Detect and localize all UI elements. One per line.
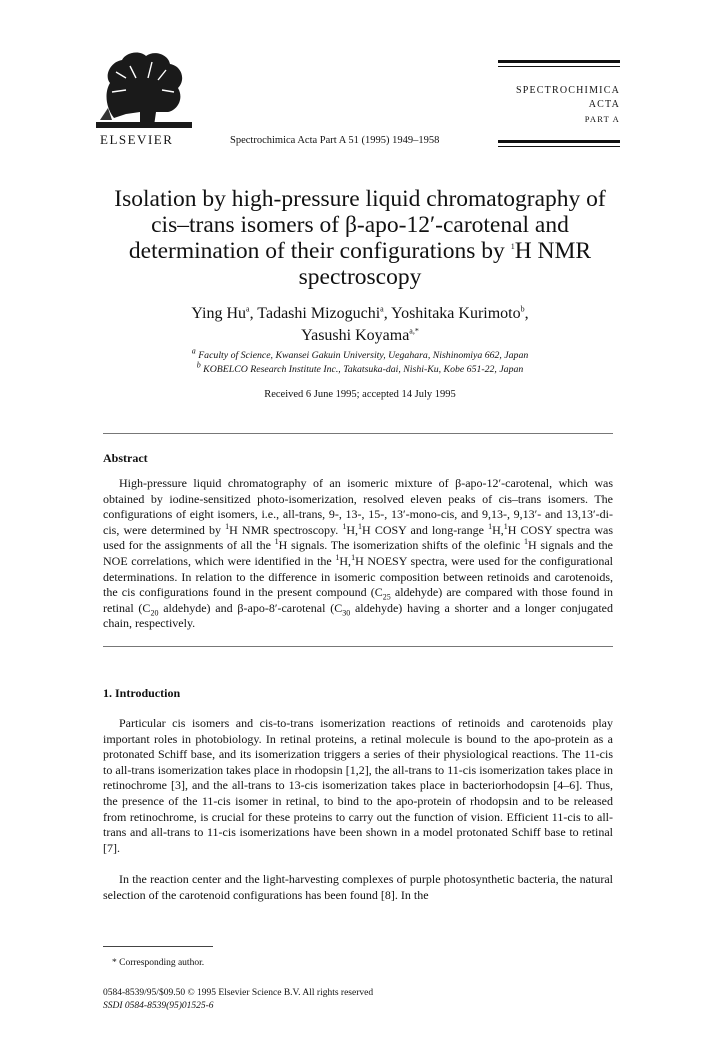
footnote: * Corresponding author. xyxy=(112,958,205,968)
journal-citation: Spectrochimica Acta Part A 51 (1995) 1949–1958 xyxy=(230,135,440,146)
superscript: 1 xyxy=(342,521,347,531)
journal-name-acta: ACTA xyxy=(588,99,620,110)
superscript: 1 xyxy=(503,521,508,531)
superscript: 1 xyxy=(351,552,356,562)
divider xyxy=(103,433,613,434)
text-run: aldehyde) are compared with those found in retinal (C xyxy=(103,585,614,615)
superscript: 1 xyxy=(358,521,363,531)
author-affiliation-mark: a xyxy=(380,304,384,314)
footnote-rule xyxy=(103,946,213,947)
paper-title xyxy=(90,186,630,290)
affiliation-mark: a xyxy=(191,346,196,356)
author-list xyxy=(90,303,630,347)
superscript: 1 xyxy=(488,521,493,531)
subscript: 30 xyxy=(342,608,351,618)
superscript: 1 xyxy=(510,242,515,252)
superscript: 1 xyxy=(225,521,230,531)
text-run: aldehyde) having a shorter and a longer conjugated chain, respectively. xyxy=(103,600,613,631)
author: , Yoshitaka Kurimoto xyxy=(383,305,521,322)
title-line: cis–trans isomers of β-apo-12′-carotenal and xyxy=(151,212,569,238)
text-run: H signals and the NOE correlations, which were identified in the xyxy=(103,538,613,568)
text-run: H COSY spectra was used for the assignments of all the xyxy=(103,522,613,553)
copyright-line: 0584-8539/95/$09.50 © 1995 Elsevier Science B.V. All rights reserved xyxy=(103,988,374,998)
divider xyxy=(103,646,613,647)
title-line: Isolation by high-pressure liquid chromatography of xyxy=(114,186,606,212)
header-rule xyxy=(498,146,620,147)
author: Yasushi Koyama xyxy=(301,327,410,344)
author: , Tadashi Mizoguchi xyxy=(249,305,381,322)
copyright-block xyxy=(103,987,373,1012)
journal-masthead xyxy=(500,64,620,126)
affiliation-text: Faculty of Science, Kwansei Gakuin University, Uegahara, Nishinomiya 662, Japan xyxy=(195,350,529,361)
affiliation-mark: b xyxy=(196,360,201,370)
text-run: aldehyde) and β-apo-8′-carotenal (C xyxy=(158,600,343,615)
publisher-name: ELSEVIER xyxy=(100,132,174,147)
abstract-heading: Abstract xyxy=(103,451,148,465)
separator: , xyxy=(524,305,529,322)
ssdi-line: SSDI 0584-8539(95)01525-6 xyxy=(103,1000,214,1011)
affiliation-a xyxy=(90,346,630,361)
header-rule xyxy=(498,60,620,63)
author-affiliation-mark: a,* xyxy=(409,326,419,336)
superscript: 1 xyxy=(524,537,529,547)
text-run: High-pressure liquid chromatography of an isomeric mixture of β-apo-12′-carotenal, which was obtained by iodine-sensitized photo-isomerization, resolved eleven peaks of cis–trans isomers. The configurations of eight isomers, i.e., all-trans, 9-, 13-, 15-, 13′-mono-cis, and 9,13-, 9,13′- and 13,13′-di-cis, were determined by xyxy=(103,476,613,537)
affiliation-text: KOBELCO Research Institute Inc., Takatsuka-dai, Nishi-Ku, Kobe 651-22, Japan xyxy=(200,364,524,375)
journal-part: PART A xyxy=(584,114,620,124)
introduction-heading: 1. Introduction xyxy=(103,686,181,700)
elsevier-logo xyxy=(96,48,192,128)
title-line: determination of their configurations by xyxy=(128,238,511,264)
text-run: H NOESY spectra, were used for the configurational determinations. In relation to the difference in isomeric composition between retinoids and carotenoids, the cis configurations found in the present compound (C xyxy=(103,553,613,600)
author-affiliation-mark: a xyxy=(246,304,250,314)
subscript: 25 xyxy=(382,592,391,602)
introduction-paragraph: In the reaction center and the light-harvesting complexes of purple photosynthetic bacteria, the natural selection of the carotenoid configurations has been found [8]. In the xyxy=(103,872,613,902)
received-dates: Received 6 June 1995; accepted 14 July 1995 xyxy=(264,389,456,400)
text-run: H, xyxy=(339,553,352,568)
journal-name: SPECTROCHIMICA xyxy=(515,85,620,96)
subscript: 20 xyxy=(150,608,159,618)
title-line: spectroscopy xyxy=(298,264,422,290)
text-run: H NMR spectroscopy. xyxy=(229,522,343,537)
abstract-text xyxy=(103,476,613,632)
affiliation-b xyxy=(90,360,630,375)
author: Ying Hu xyxy=(191,305,247,322)
introduction-paragraph: Particular cis isomers and cis-to-trans isomerization reactions of retinoids and carotenoids play important roles in photobiology. In retinal proteins, a retinal molecule is bound to the apo-protein as a protonated Schiff base, and its isomerization triggers a series of their physiological reactions. The 11-cis to all-trans isomerization takes place in rhodopsin [1,2], the all-trans to 11-cis isomerization takes place in retinochrome [3], and the all-trans to 13-cis isomerization takes place in bacteriorhodopsin [4–6]. Thus, the presence of the 11-cis isomer in retinal, to bind to the apo-protein of rhodopsin and to be released from retinochrome, is crucial for these proteins to carry out the function of vision. Efficient 11-cis to all-trans and all-trans to 11-cis isomerizations have been shown in a model protonated Schiff base to retinal [7]. xyxy=(103,716,613,855)
superscript: 1 xyxy=(335,552,340,562)
text-run: H signals. The isomerization shifts of the olefinic xyxy=(278,538,525,553)
header-rule xyxy=(498,140,620,143)
superscript: 1 xyxy=(274,537,279,547)
text-run: H COSY and long-range xyxy=(362,522,489,537)
text-run: H, xyxy=(492,522,504,537)
text-run: H, xyxy=(346,522,359,537)
author-affiliation-mark: b xyxy=(520,304,525,314)
title-line: H NMR xyxy=(514,238,592,264)
